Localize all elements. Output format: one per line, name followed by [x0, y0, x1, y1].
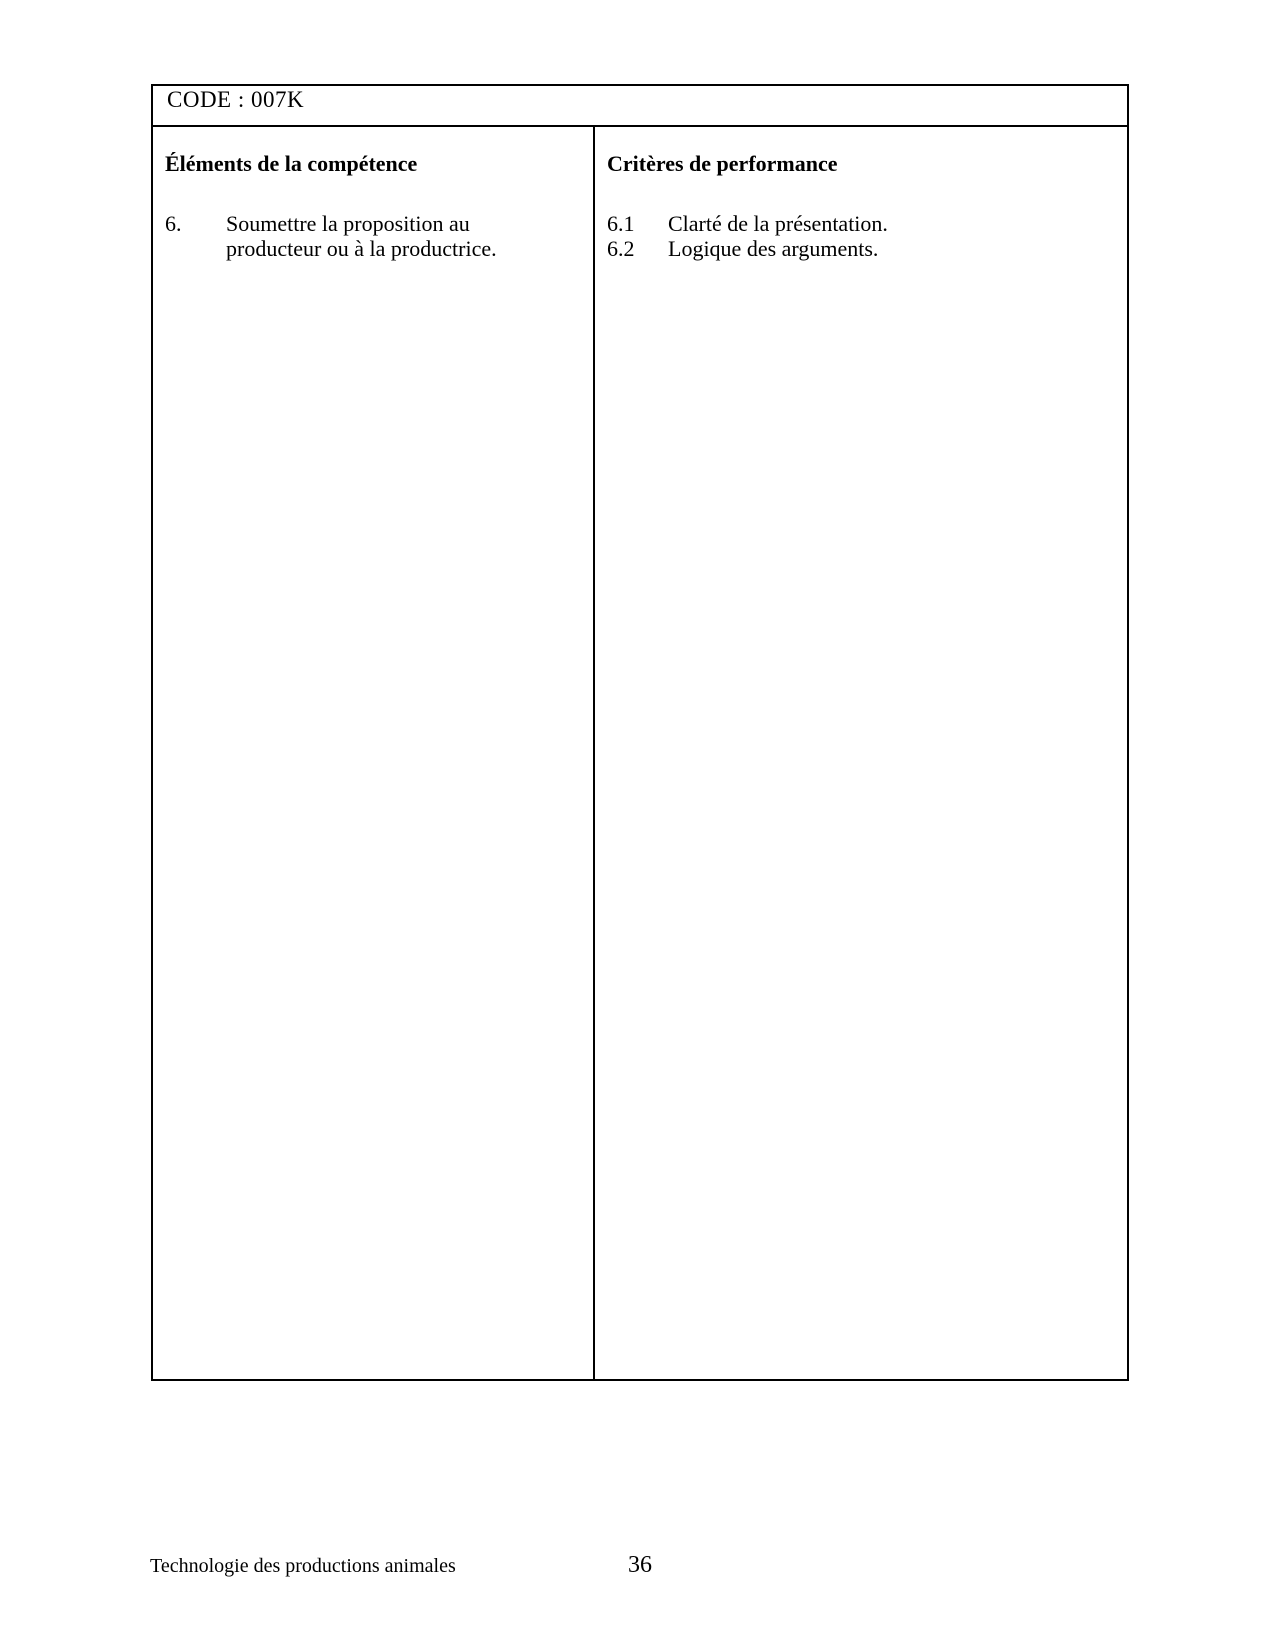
elements-column [153, 125, 593, 1379]
code-label: CODE : 007K [167, 87, 305, 112]
criteria-list [607, 211, 1117, 261]
item-number: 6.1 [607, 211, 635, 236]
footer-title: Technologie des productions animales [150, 1555, 456, 1577]
page-number: 36 [628, 1552, 652, 1578]
criteria-column [595, 125, 1127, 1379]
elements-list [165, 211, 583, 261]
item-text: Clarté de la présentation. [668, 211, 888, 236]
list-item [607, 211, 1117, 236]
item-text-line: Soumettre la proposition au [226, 211, 470, 236]
competence-table [151, 84, 1129, 1381]
elements-heading: Éléments de la compétence [165, 151, 418, 176]
item-number: 6. [165, 211, 182, 236]
list-item [165, 211, 583, 261]
item-text [226, 211, 583, 261]
criteria-heading: Critères de performance [607, 151, 838, 176]
item-text-line: producteur ou à la productrice. [226, 236, 497, 261]
code-row [153, 86, 1127, 127]
item-text: Logique des arguments. [668, 236, 879, 261]
list-item [607, 236, 1117, 261]
item-number: 6.2 [607, 236, 635, 261]
